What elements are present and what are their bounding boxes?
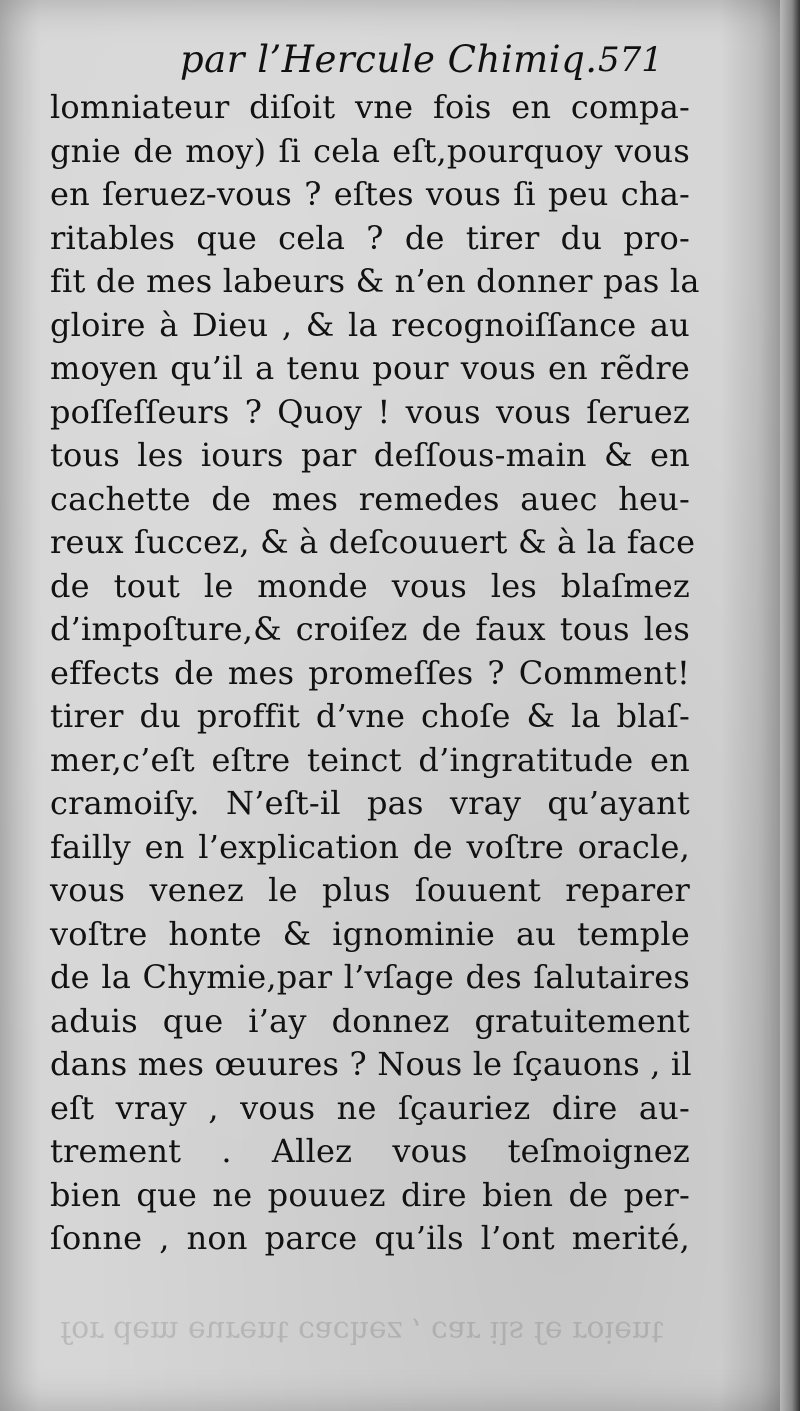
body-text [50,86,700,1261]
text-line: reux ſuccez, & à deſcouuert & à la face [50,523,696,561]
text-line: ritables que cela ? de tirer du pro- [50,218,690,257]
text-line: trement . Allez vous teſmoignez [50,1132,690,1170]
text-line: de la Chymie,par l’vſage des ſalutaires [50,958,690,996]
text-line: poſſeſſeurs ? Quoy ! vous vous ſeruez [50,392,690,431]
text-line: dans mes œuures ? Nous le ſçauons , il [50,1045,692,1083]
text-line: gloire à Dieu , & la recognoiſſance au [50,305,690,344]
text-line: ſonne , non parce qu’ils l’ont merité, [50,1219,690,1257]
text-line: failly en l’explication de voſtre oracle, [50,827,690,866]
text-line: mer,c’eſt eſtre teinct d’ingratitude en [50,740,690,779]
text-line: lomniateur diſoit vne fois en compa- [50,88,690,126]
text-line: gnie de moy) ſi cela eſt,pourquoy vous [50,131,690,170]
text-line: tirer du proffit d’vne choſe & la blaſ- [50,697,690,735]
page-edge-shadow [780,0,800,1411]
text-line: tous les iours par deſſous-main & en [50,436,690,474]
text-line: en ſeruez-vous ? eſtes vous ſi peu cha- [50,175,690,213]
text-line: aduis que i’ay donnez gratuitement [50,1001,690,1040]
text-line: bien que ne pouuez dire bien de per- [50,1175,690,1214]
text-line: cramoiſy. N’eſt-il pas vray qu’ayant [50,784,690,822]
running-head: par l’Hercule Chimiq. [180,38,598,81]
text-line: effects de mes promeſſes ? Comment! [50,653,690,692]
text-line: eſt vray , vous ne ſçauriez dire au- [50,1088,690,1127]
text-line: de tout le monde vous les blaſmez [50,566,690,605]
text-line: d’impoſture,& croiſez de faux tous les [50,610,690,648]
text-line: fit de mes labeurs & n’en donner pas la [50,262,700,300]
page-number: 571 [598,40,663,80]
text-line: voſtre honte & ignominie au temple [50,914,690,953]
bleed-through-text: for dem eurent cachez , car ils ſe roient [60,1314,664,1349]
text-line: vous venez le plus ſouuent reparer [50,871,690,909]
text-line: moyen qu’il a tenu pour vous en rẽdre [50,349,690,387]
text-line: cachette de mes remedes auec heu- [50,479,690,518]
